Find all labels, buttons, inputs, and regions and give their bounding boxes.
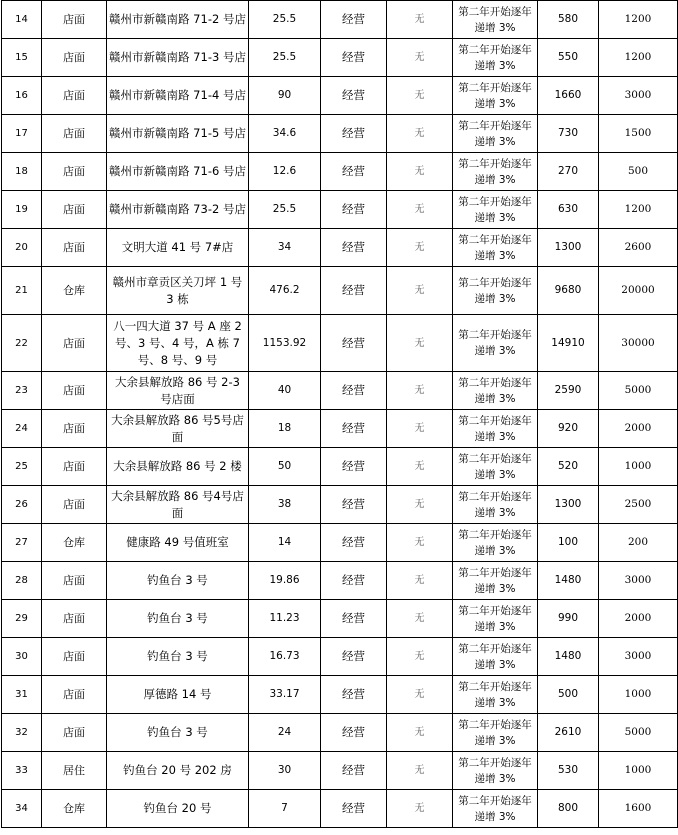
- property-area-cell: 12.6: [249, 153, 321, 191]
- table-row: [2, 191, 678, 229]
- encumbrance-cell: 无: [387, 153, 453, 191]
- usage-cell: 经营: [321, 790, 387, 828]
- row-number-cell: 29: [2, 600, 42, 638]
- usage-cell: 经营: [321, 638, 387, 676]
- property-address-cell: 钓鱼台 3 号: [107, 600, 249, 638]
- amount-a-cell: 1480: [538, 638, 599, 676]
- property-area-cell: 34: [249, 229, 321, 267]
- property-area-cell: 18: [249, 410, 321, 448]
- property-area-cell: 25.5: [249, 1, 321, 39]
- amount-b-cell: 500: [599, 153, 678, 191]
- property-type-cell: 居住: [42, 752, 107, 790]
- usage-cell: 经营: [321, 229, 387, 267]
- rent-increase-cell: 第二年开始逐年递增 3%: [453, 1, 538, 39]
- property-address-cell: 赣州市新赣南路 71-2 号店: [107, 1, 249, 39]
- table-row: [2, 600, 678, 638]
- property-area-cell: 34.6: [249, 115, 321, 153]
- property-type-cell: 店面: [42, 410, 107, 448]
- rent-increase-cell: 第二年开始逐年递增 3%: [453, 39, 538, 77]
- amount-a-cell: 1300: [538, 229, 599, 267]
- table-row: [2, 77, 678, 115]
- rent-increase-cell: 第二年开始逐年递增 3%: [453, 191, 538, 229]
- table-row: [2, 1, 678, 39]
- property-type-cell: 店面: [42, 115, 107, 153]
- table-row: [2, 562, 678, 600]
- rent-increase-cell: 第二年开始逐年递增 3%: [453, 752, 538, 790]
- row-number-cell: 23: [2, 372, 42, 410]
- property-type-cell: 店面: [42, 714, 107, 752]
- amount-b-cell: 1200: [599, 191, 678, 229]
- amount-a-cell: 500: [538, 676, 599, 714]
- amount-a-cell: 990: [538, 600, 599, 638]
- table-row: [2, 524, 678, 562]
- property-area-cell: 25.5: [249, 191, 321, 229]
- row-number-cell: 15: [2, 39, 42, 77]
- table-row: [2, 790, 678, 828]
- amount-a-cell: 1480: [538, 562, 599, 600]
- property-type-cell: 仓库: [42, 524, 107, 562]
- encumbrance-cell: 无: [387, 77, 453, 115]
- property-type-cell: 店面: [42, 191, 107, 229]
- property-area-cell: 16.73: [249, 638, 321, 676]
- amount-b-cell: 5000: [599, 372, 678, 410]
- property-address-cell: 八一四大道 37 号 A 座 2 号、3 号、4 号，A 栋 7 号、8 号、9 号: [107, 315, 249, 372]
- encumbrance-cell: 无: [387, 752, 453, 790]
- amount-b-cell: 2600: [599, 229, 678, 267]
- table-row: [2, 372, 678, 410]
- table-row: [2, 638, 678, 676]
- amount-b-cell: 1200: [599, 39, 678, 77]
- table-row: [2, 752, 678, 790]
- property-type-cell: 店面: [42, 448, 107, 486]
- amount-a-cell: 550: [538, 39, 599, 77]
- table-row: [2, 115, 678, 153]
- row-number-cell: 32: [2, 714, 42, 752]
- amount-a-cell: 1660: [538, 77, 599, 115]
- row-number-cell: 14: [2, 1, 42, 39]
- property-address-cell: 文明大道 41 号 7#店: [107, 229, 249, 267]
- encumbrance-cell: 无: [387, 486, 453, 524]
- encumbrance-cell: 无: [387, 115, 453, 153]
- property-area-cell: 7: [249, 790, 321, 828]
- usage-cell: 经营: [321, 267, 387, 315]
- property-type-cell: 店面: [42, 638, 107, 676]
- rent-increase-cell: 第二年开始逐年递增 3%: [453, 229, 538, 267]
- encumbrance-cell: 无: [387, 267, 453, 315]
- property-area-cell: 11.23: [249, 600, 321, 638]
- property-area-cell: 90: [249, 77, 321, 115]
- encumbrance-cell: 无: [387, 191, 453, 229]
- row-number-cell: 17: [2, 115, 42, 153]
- row-number-cell: 27: [2, 524, 42, 562]
- amount-a-cell: 2610: [538, 714, 599, 752]
- amount-b-cell: 3000: [599, 562, 678, 600]
- property-type-cell: 店面: [42, 77, 107, 115]
- rent-increase-cell: 第二年开始逐年递增 3%: [453, 448, 538, 486]
- property-type-cell: 仓库: [42, 267, 107, 315]
- property-address-cell: 钓鱼台 3 号: [107, 638, 249, 676]
- property-type-cell: 店面: [42, 562, 107, 600]
- amount-b-cell: 1200: [599, 1, 678, 39]
- usage-cell: 经营: [321, 191, 387, 229]
- property-address-cell: 大余县解放路 86 号 2-3 号店面: [107, 372, 249, 410]
- rent-increase-cell: 第二年开始逐年递增 3%: [453, 600, 538, 638]
- property-area-cell: 1153.92: [249, 315, 321, 372]
- property-type-cell: 店面: [42, 486, 107, 524]
- property-lease-table: [1, 0, 678, 828]
- property-type-cell: 店面: [42, 372, 107, 410]
- amount-b-cell: 1000: [599, 676, 678, 714]
- property-type-cell: 店面: [42, 39, 107, 77]
- row-number-cell: 18: [2, 153, 42, 191]
- amount-a-cell: 730: [538, 115, 599, 153]
- encumbrance-cell: 无: [387, 676, 453, 714]
- amount-a-cell: 630: [538, 191, 599, 229]
- property-address-cell: 钓鱼台 3 号: [107, 562, 249, 600]
- amount-b-cell: 1000: [599, 752, 678, 790]
- rent-increase-cell: 第二年开始逐年递增 3%: [453, 315, 538, 372]
- rent-increase-cell: 第二年开始逐年递增 3%: [453, 638, 538, 676]
- rent-increase-cell: 第二年开始逐年递增 3%: [453, 372, 538, 410]
- property-address-cell: 大余县解放路 86 号5号店面: [107, 410, 249, 448]
- row-number-cell: 25: [2, 448, 42, 486]
- table-row: [2, 39, 678, 77]
- property-address-cell: 厚德路 14 号: [107, 676, 249, 714]
- usage-cell: 经营: [321, 524, 387, 562]
- row-number-cell: 16: [2, 77, 42, 115]
- amount-a-cell: 270: [538, 153, 599, 191]
- usage-cell: 经营: [321, 315, 387, 372]
- usage-cell: 经营: [321, 372, 387, 410]
- encumbrance-cell: 无: [387, 638, 453, 676]
- rent-increase-cell: 第二年开始逐年递增 3%: [453, 77, 538, 115]
- rent-increase-cell: 第二年开始逐年递增 3%: [453, 267, 538, 315]
- encumbrance-cell: 无: [387, 315, 453, 372]
- encumbrance-cell: 无: [387, 410, 453, 448]
- property-area-cell: 38: [249, 486, 321, 524]
- table-row: [2, 315, 678, 372]
- usage-cell: 经营: [321, 486, 387, 524]
- amount-a-cell: 9680: [538, 267, 599, 315]
- usage-cell: 经营: [321, 752, 387, 790]
- encumbrance-cell: 无: [387, 600, 453, 638]
- usage-cell: 经营: [321, 1, 387, 39]
- amount-b-cell: 2000: [599, 410, 678, 448]
- property-type-cell: 店面: [42, 229, 107, 267]
- encumbrance-cell: 无: [387, 448, 453, 486]
- amount-b-cell: 200: [599, 524, 678, 562]
- property-address-cell: 钓鱼台 20 号 202 房: [107, 752, 249, 790]
- encumbrance-cell: 无: [387, 372, 453, 410]
- property-area-cell: 24: [249, 714, 321, 752]
- property-address-cell: 钓鱼台 3 号: [107, 714, 249, 752]
- property-area-cell: 30: [249, 752, 321, 790]
- amount-b-cell: 30000: [599, 315, 678, 372]
- property-type-cell: 店面: [42, 315, 107, 372]
- row-number-cell: 34: [2, 790, 42, 828]
- amount-b-cell: 2000: [599, 600, 678, 638]
- row-number-cell: 30: [2, 638, 42, 676]
- table-row: [2, 229, 678, 267]
- row-number-cell: 31: [2, 676, 42, 714]
- amount-a-cell: 2590: [538, 372, 599, 410]
- property-address-cell: 赣州市新赣南路 73-2 号店: [107, 191, 249, 229]
- amount-b-cell: 5000: [599, 714, 678, 752]
- row-number-cell: 22: [2, 315, 42, 372]
- property-area-cell: 33.17: [249, 676, 321, 714]
- usage-cell: 经营: [321, 39, 387, 77]
- amount-b-cell: 20000: [599, 267, 678, 315]
- property-area-cell: 50: [249, 448, 321, 486]
- property-address-cell: 钓鱼台 20 号: [107, 790, 249, 828]
- row-number-cell: 19: [2, 191, 42, 229]
- rent-increase-cell: 第二年开始逐年递增 3%: [453, 562, 538, 600]
- amount-a-cell: 100: [538, 524, 599, 562]
- rent-increase-cell: 第二年开始逐年递增 3%: [453, 153, 538, 191]
- encumbrance-cell: 无: [387, 714, 453, 752]
- amount-b-cell: 1000: [599, 448, 678, 486]
- property-type-cell: 店面: [42, 153, 107, 191]
- row-number-cell: 20: [2, 229, 42, 267]
- amount-a-cell: 800: [538, 790, 599, 828]
- usage-cell: 经营: [321, 714, 387, 752]
- table-body: [2, 1, 678, 828]
- amount-b-cell: 3000: [599, 77, 678, 115]
- rent-increase-cell: 第二年开始逐年递增 3%: [453, 676, 538, 714]
- property-address-cell: 大余县解放路 86 号4号店面: [107, 486, 249, 524]
- property-area-cell: 14: [249, 524, 321, 562]
- amount-a-cell: 520: [538, 448, 599, 486]
- property-area-cell: 476.2: [249, 267, 321, 315]
- rent-increase-cell: 第二年开始逐年递增 3%: [453, 410, 538, 448]
- table-row: [2, 410, 678, 448]
- property-address-cell: 赣州市新赣南路 71-6 号店: [107, 153, 249, 191]
- encumbrance-cell: 无: [387, 229, 453, 267]
- amount-a-cell: 920: [538, 410, 599, 448]
- table-row: [2, 486, 678, 524]
- property-type-cell: 店面: [42, 676, 107, 714]
- table-row: [2, 448, 678, 486]
- table-row: [2, 714, 678, 752]
- amount-a-cell: 530: [538, 752, 599, 790]
- property-type-cell: 店面: [42, 600, 107, 638]
- amount-a-cell: 1300: [538, 486, 599, 524]
- property-area-cell: 19.86: [249, 562, 321, 600]
- amount-b-cell: 1500: [599, 115, 678, 153]
- rent-increase-cell: 第二年开始逐年递增 3%: [453, 115, 538, 153]
- property-type-cell: 店面: [42, 1, 107, 39]
- usage-cell: 经营: [321, 115, 387, 153]
- amount-b-cell: 1600: [599, 790, 678, 828]
- table-row: [2, 267, 678, 315]
- usage-cell: 经营: [321, 562, 387, 600]
- amount-a-cell: 14910: [538, 315, 599, 372]
- property-type-cell: 仓库: [42, 790, 107, 828]
- property-area-cell: 25.5: [249, 39, 321, 77]
- rent-increase-cell: 第二年开始逐年递增 3%: [453, 714, 538, 752]
- rent-increase-cell: 第二年开始逐年递增 3%: [453, 486, 538, 524]
- encumbrance-cell: 无: [387, 1, 453, 39]
- usage-cell: 经营: [321, 676, 387, 714]
- rent-increase-cell: 第二年开始逐年递增 3%: [453, 790, 538, 828]
- property-address-cell: 赣州市新赣南路 71-3 号店: [107, 39, 249, 77]
- amount-a-cell: 580: [538, 1, 599, 39]
- property-address-cell: 赣州市新赣南路 71-4 号店: [107, 77, 249, 115]
- encumbrance-cell: 无: [387, 39, 453, 77]
- encumbrance-cell: 无: [387, 524, 453, 562]
- row-number-cell: 33: [2, 752, 42, 790]
- row-number-cell: 21: [2, 267, 42, 315]
- usage-cell: 经营: [321, 77, 387, 115]
- table-row: [2, 153, 678, 191]
- usage-cell: 经营: [321, 153, 387, 191]
- property-address-cell: 健康路 49 号值班室: [107, 524, 249, 562]
- rent-increase-cell: 第二年开始逐年递增 3%: [453, 524, 538, 562]
- property-address-cell: 赣州市新赣南路 71-5 号店: [107, 115, 249, 153]
- encumbrance-cell: 无: [387, 790, 453, 828]
- row-number-cell: 26: [2, 486, 42, 524]
- property-area-cell: 40: [249, 372, 321, 410]
- usage-cell: 经营: [321, 600, 387, 638]
- property-address-cell: 赣州市章贡区关刀坪 1 号 3 栋: [107, 267, 249, 315]
- encumbrance-cell: 无: [387, 562, 453, 600]
- row-number-cell: 24: [2, 410, 42, 448]
- amount-b-cell: 2500: [599, 486, 678, 524]
- property-address-cell: 大余县解放路 86 号 2 楼: [107, 448, 249, 486]
- usage-cell: 经营: [321, 410, 387, 448]
- table-row: [2, 676, 678, 714]
- usage-cell: 经营: [321, 448, 387, 486]
- row-number-cell: 28: [2, 562, 42, 600]
- amount-b-cell: 3000: [599, 638, 678, 676]
